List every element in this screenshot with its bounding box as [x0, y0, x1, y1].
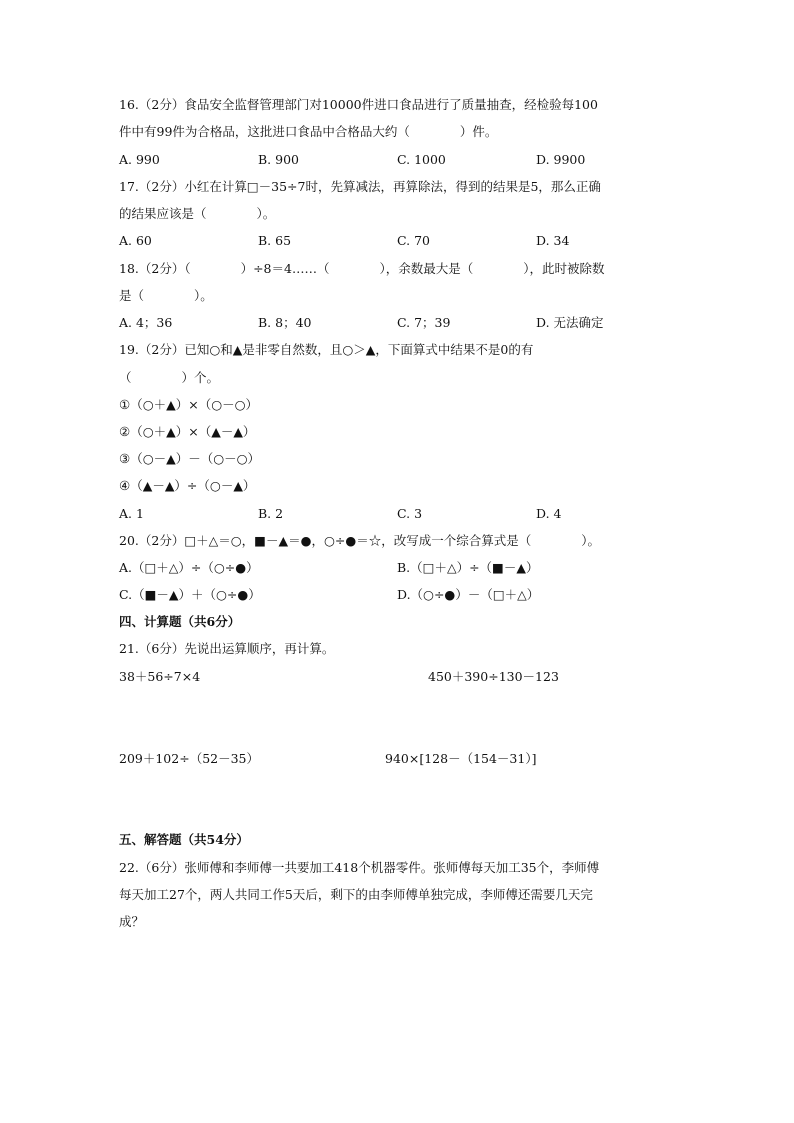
section-5-heading: 五、解答题（共54分）: [119, 832, 249, 847]
q17-option-c[interactable]: C. 70: [397, 233, 430, 248]
q19-expression-4: ④（▲－▲）÷（○－▲）: [119, 478, 256, 493]
q20-option-d[interactable]: D.（○÷●）－（□＋△）: [397, 587, 540, 602]
q17-option-b[interactable]: B. 65: [258, 233, 292, 248]
q19-option-d[interactable]: D. 4: [536, 506, 562, 521]
q17-stem-line2: 的结果应该是（ ）。: [119, 206, 276, 221]
q20-options-row2: [119, 587, 679, 603]
q16-option-c[interactable]: C. 1000: [397, 152, 446, 167]
q16-option-b[interactable]: B. 900: [258, 152, 299, 167]
q19-expression-3: ③（○－▲）－（○－○）: [119, 451, 261, 466]
q18-option-a[interactable]: A. 4；36: [119, 315, 173, 330]
q19-expression-1: ①（○＋▲）×（○－○）: [119, 397, 259, 412]
q16-option-a[interactable]: A. 990: [119, 152, 160, 167]
q21-stem: 21.（6分）先说出运算顺序，再计算。: [119, 641, 335, 656]
q18-option-c[interactable]: C. 7；39: [397, 315, 451, 330]
q18-option-d[interactable]: D. 无法确定: [536, 315, 604, 330]
q21-expression-3: 209＋102÷（52－35）: [119, 751, 260, 766]
q19-stem-line1: 19.（2分）已知○和▲是非零自然数，且○＞▲，下面算式中结果不是0的有: [119, 342, 534, 357]
q19-options: [119, 506, 679, 522]
q21-expression-4: 940×[128－（154－31）]: [385, 751, 537, 766]
q22-stem-line2: 每天加工27个，两人共同工作5天后，剩下的由李师傅单独完成，李师傅还需要几天完: [119, 887, 593, 902]
q22-stem-line3: 成？: [119, 914, 145, 929]
q17-option-a[interactable]: A. 60: [119, 233, 152, 248]
q20-options-row1: [119, 560, 679, 576]
q20-option-b[interactable]: B.（□＋△）÷（■－▲）: [397, 560, 539, 575]
q16-options: [119, 152, 679, 168]
q16-stem-line2: 件中有99件为合格品，这批进口食品中合格品大约（ ）件。: [119, 124, 498, 139]
q19-option-c[interactable]: C. 3: [397, 506, 423, 521]
q18-stem-line2: 是（ ）。: [119, 288, 213, 303]
q16-stem-line1: 16.（2分）食品安全监督管理部门对10000件进口食品进行了质量抽查，经检验每100: [119, 97, 598, 112]
q20-stem: 20.（2分）□＋△＝○，■－▲＝●，○÷●＝☆，改写成一个综合算式是（ ）。: [119, 533, 601, 548]
q21-expression-1: 38＋56÷7×4: [119, 669, 201, 684]
q19-option-b[interactable]: B. 2: [258, 506, 284, 521]
q22-stem-line1: 22.（6分）张师傅和李师傅一共要加工418个机器零件。张师傅每天加工35个，李师傅: [119, 860, 600, 875]
q18-stem-line1: 18.（2分）（ ）÷8＝4……（ ），余数最大是（ ），此时被除数: [119, 261, 605, 276]
q21-expression-2: 450＋390÷130－123: [428, 669, 559, 684]
q20-option-c[interactable]: C.（■－▲）＋（○÷●）: [119, 587, 261, 602]
q17-stem-line1: 17.（2分）小红在计算□－35÷7时，先算减法，再算除法，得到的结果是5，那么正确: [119, 179, 601, 194]
q18-options: [119, 315, 679, 331]
q17-options: [119, 233, 679, 249]
section-4-heading: 四、计算题（共6分）: [119, 614, 241, 629]
q16-option-d[interactable]: D. 9900: [536, 152, 586, 167]
q17-option-d[interactable]: D. 34: [536, 233, 570, 248]
q20-option-a[interactable]: A.（□＋△）÷（○÷●）: [119, 560, 259, 575]
q18-option-b[interactable]: B. 8；40: [258, 315, 312, 330]
q19-stem-line2: （ ）个。: [119, 370, 220, 385]
q19-expression-2: ②（○＋▲）×（▲－▲）: [119, 424, 256, 439]
q19-option-a[interactable]: A. 1: [119, 506, 144, 521]
